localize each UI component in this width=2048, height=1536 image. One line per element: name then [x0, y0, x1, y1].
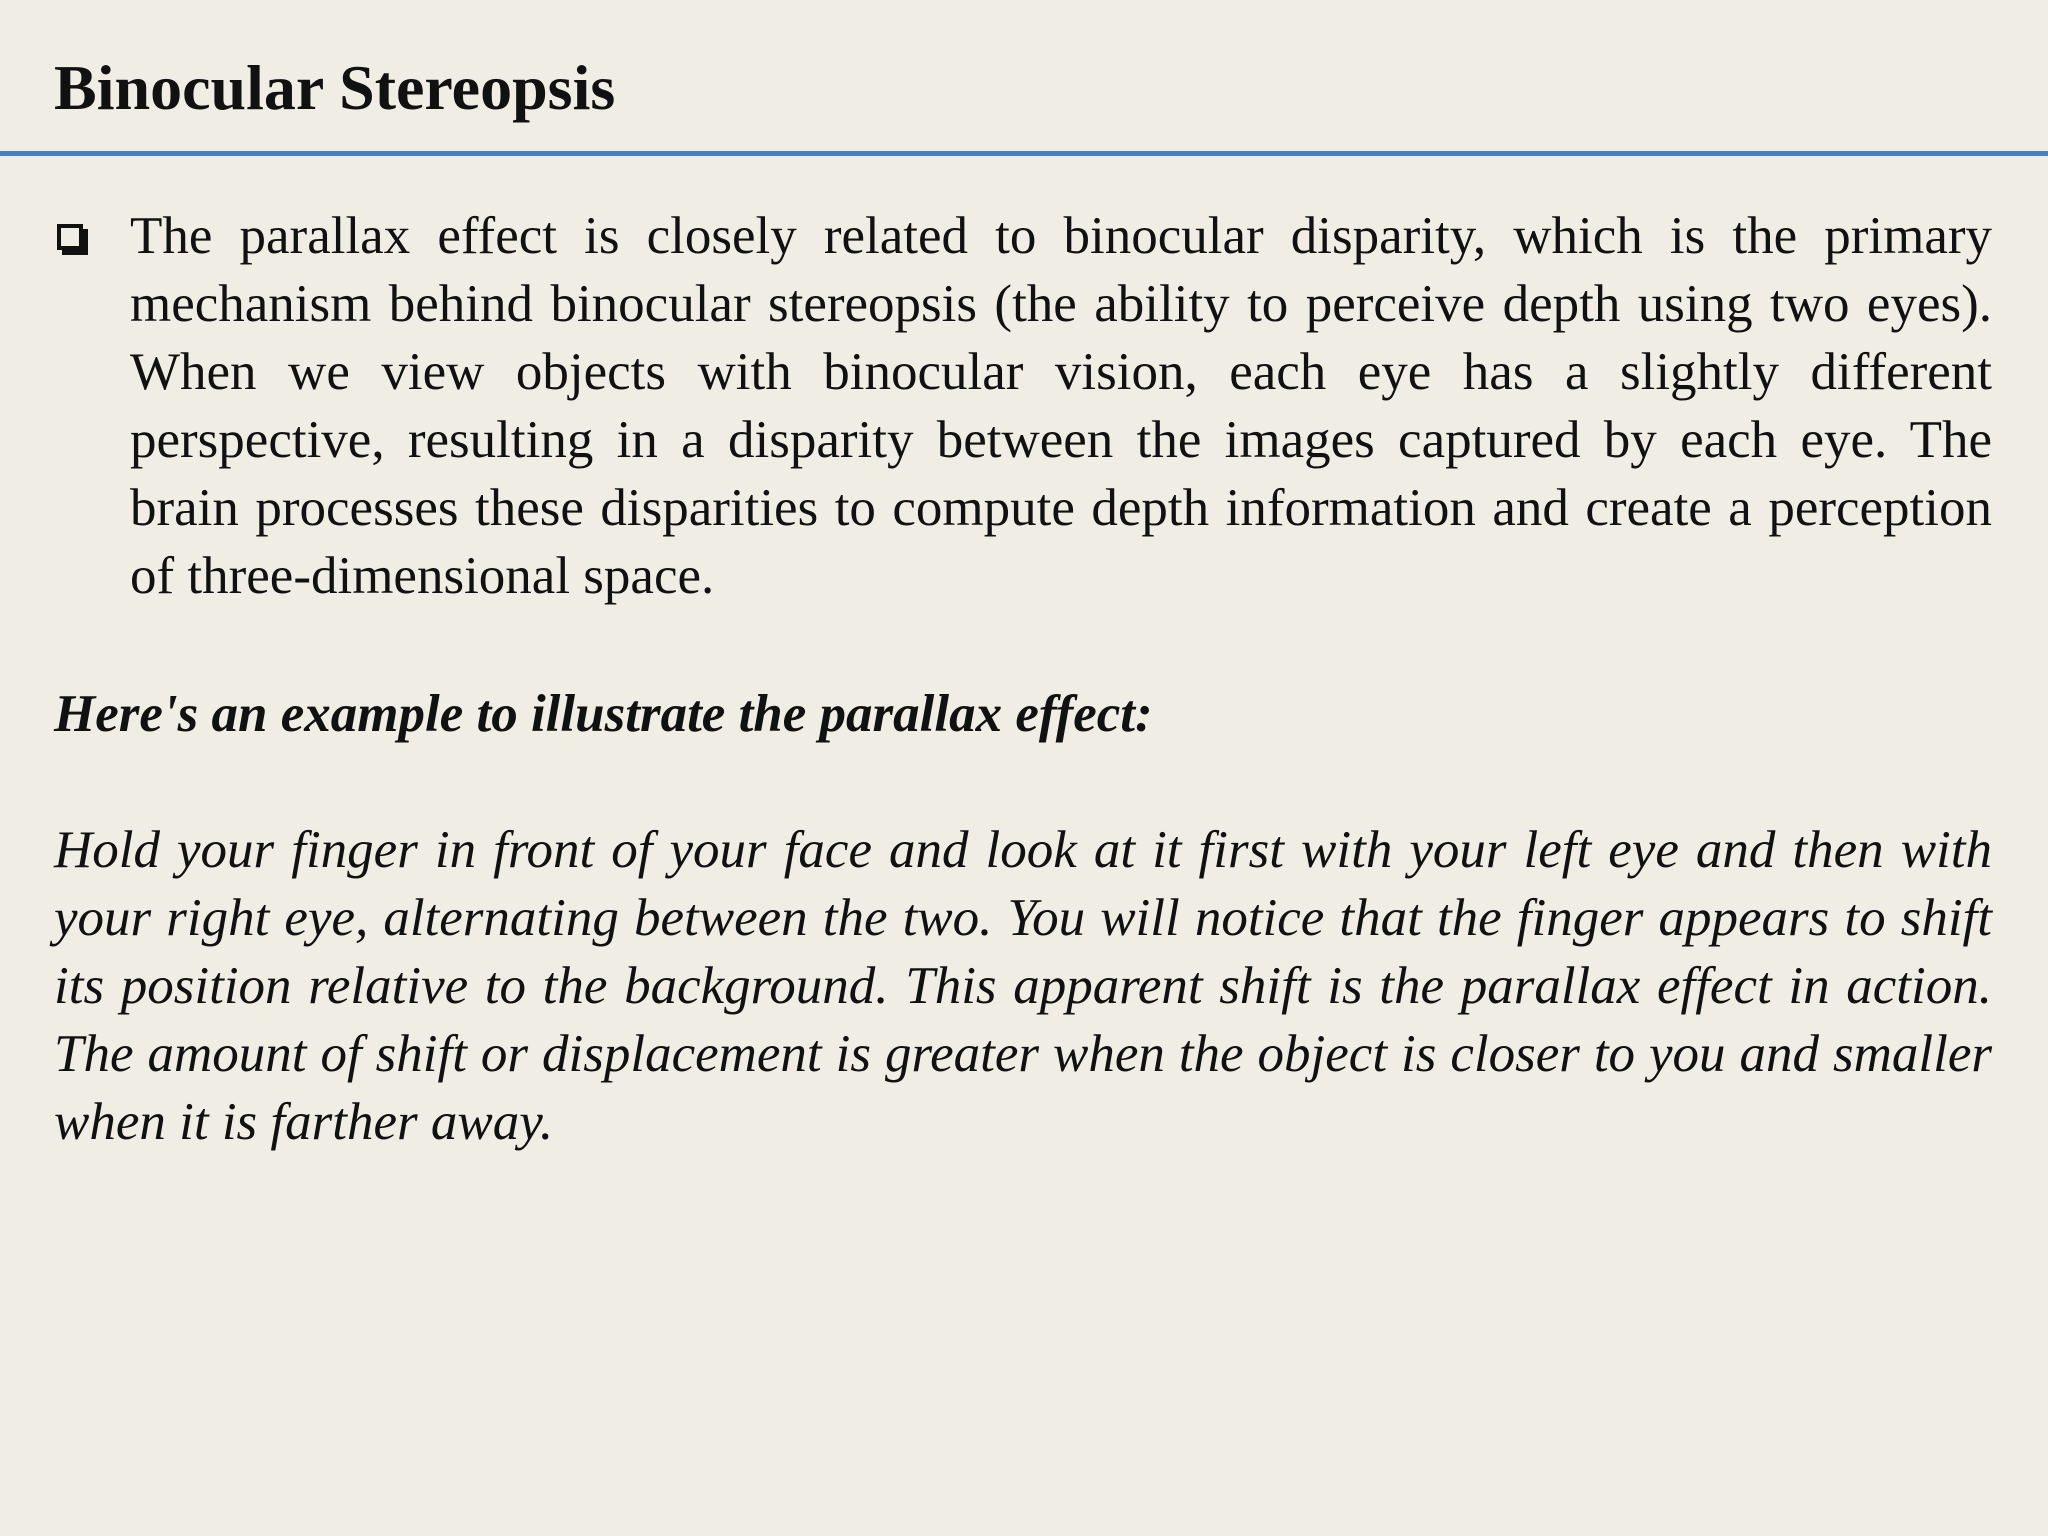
title-divider: [0, 151, 2048, 156]
bullet-text: The parallax effect is closely related to binocular disparity, which is the primary mechanism behind binocular stereopsis (the ability to perceive depth using two eyes). When we view objects with binocular vision, each eye has a slightly different perspective, resulting in a disparity between the images captured by each eye. The brain processes these disparities to compute depth information and create a perception of three-dimensional space.: [130, 207, 1992, 605]
example-heading: Here's an example to illustrate the parallax effect:: [54, 685, 1153, 743]
hollow-square-bullet-icon: [57, 224, 83, 250]
example-paragraph: Hold your finger in front of your face and look at it first with your left eye and then with your right eye, alternating between the two. You will notice that the finger appears to shift its position relative to the background. This apparent shift is the parallax effect in action. The amount of shift or displacement is greater when the object is closer to you and smaller when it is farther away.: [54, 821, 1992, 1151]
slide-title: Binocular Stereopsis: [54, 52, 616, 123]
